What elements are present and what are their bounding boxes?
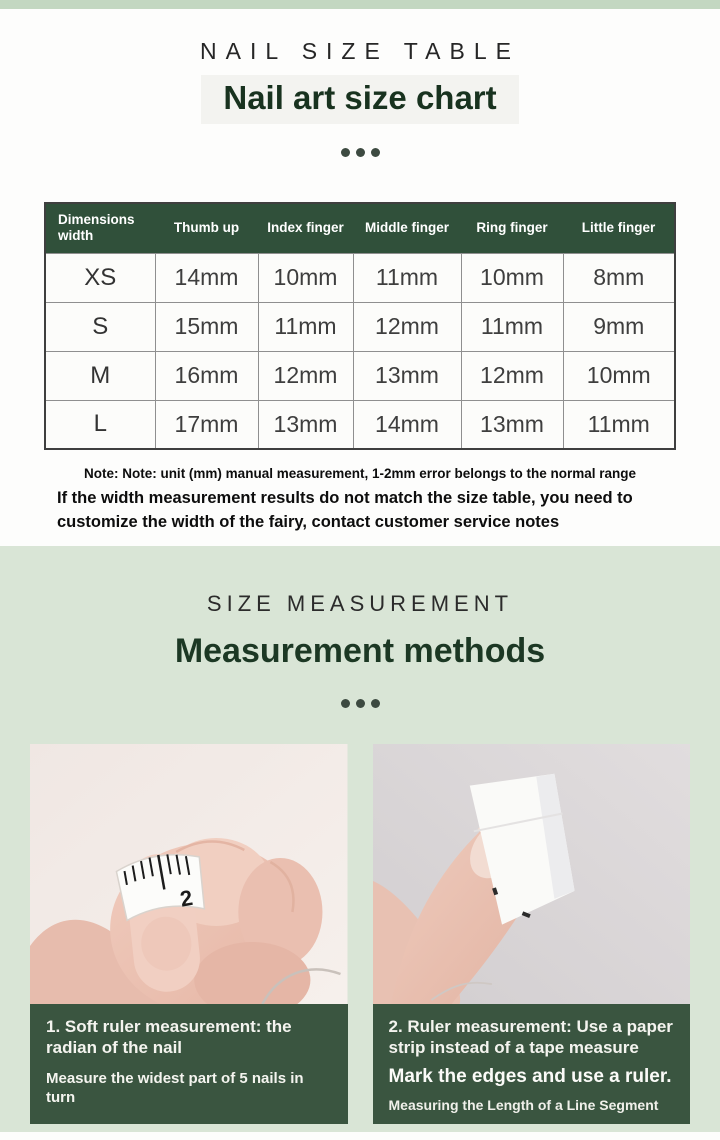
top-accent-strip xyxy=(0,0,720,9)
method-2-title: 2. Ruler measurement: Use a paper strip instead of a tape measure xyxy=(388,1017,673,1057)
method-1-title: 1. Soft ruler measurement: the radian of the nail xyxy=(46,1017,292,1057)
size-cell: 12mm xyxy=(461,351,563,400)
size-cell: 11mm xyxy=(461,302,563,351)
dot-icon xyxy=(371,699,380,708)
paper-strip-photo xyxy=(373,744,691,1004)
size-cell: 10mm xyxy=(461,253,563,302)
size-cell: 11mm xyxy=(563,400,675,449)
method-2-card xyxy=(373,744,691,1124)
size-cell: 14mm xyxy=(155,253,258,302)
size-label: S xyxy=(45,302,155,351)
section-divider-dots xyxy=(0,148,720,157)
method-1-caption xyxy=(30,1004,348,1124)
dot-icon xyxy=(341,699,350,708)
measurement-section xyxy=(0,546,720,1132)
size-cell: 11mm xyxy=(353,253,461,302)
col-header-thumb: Thumb up xyxy=(155,203,258,253)
size-cell: 12mm xyxy=(353,302,461,351)
dot-icon xyxy=(356,148,365,157)
table-row xyxy=(45,351,675,400)
size-cell: 13mm xyxy=(461,400,563,449)
section-eyebrow: NAIL SIZE TABLE xyxy=(200,38,520,64)
col-header-ring: Ring finger xyxy=(461,203,563,253)
method-2-note: Measuring the Length of a Line Segment xyxy=(388,1097,659,1113)
size-label: M xyxy=(45,351,155,400)
ruler-digit: 2 xyxy=(178,884,195,912)
measurement-eyebrow: SIZE MEASUREMENT xyxy=(206,591,514,616)
dot-icon xyxy=(371,148,380,157)
page-title-wrap xyxy=(0,75,720,124)
size-cell: 15mm xyxy=(155,302,258,351)
size-cell: 10mm xyxy=(258,253,353,302)
col-header-middle: Middle finger xyxy=(353,203,461,253)
size-cell: 17mm xyxy=(155,400,258,449)
size-cell: 10mm xyxy=(563,351,675,400)
size-label: L xyxy=(45,400,155,449)
method-2-subtitle: Mark the edges and use a ruler. xyxy=(388,1066,672,1087)
size-cell: 9mm xyxy=(563,302,675,351)
dot-icon xyxy=(356,699,365,708)
col-header-little: Little finger xyxy=(563,203,675,253)
size-cell: 11mm xyxy=(258,302,353,351)
method-1-card xyxy=(30,744,348,1124)
soft-ruler-photo xyxy=(30,744,348,1004)
section-divider-dots xyxy=(0,699,720,708)
measurement-title: Measurement methods xyxy=(174,632,546,670)
col-header-index: Index finger xyxy=(258,203,353,253)
size-cell: 13mm xyxy=(353,351,461,400)
method-1-subtitle: Measure the widest part of 5 nails in turn xyxy=(46,1070,304,1106)
table-row xyxy=(45,253,675,302)
size-cell: 12mm xyxy=(258,351,353,400)
unit-note: Note: Note: unit (mm) manual measurement, 1-2mm error belongs to the normal range xyxy=(83,466,637,481)
col-header-dimensions: Dimensions width xyxy=(45,203,155,253)
table-header-row xyxy=(45,203,675,253)
size-cell: 14mm xyxy=(353,400,461,449)
nail-size-table xyxy=(44,202,676,450)
size-cell: 16mm xyxy=(155,351,258,400)
table-row xyxy=(45,302,675,351)
method-2-caption xyxy=(373,1004,691,1124)
size-chart-section xyxy=(0,9,720,534)
method-photos-row xyxy=(0,744,720,1124)
customize-note: If the width measurement results do not match the size table, you need to customize the width of the fairy, contact customer service notes xyxy=(57,489,633,531)
page-title: Nail art size chart xyxy=(201,75,518,124)
table-row xyxy=(45,400,675,449)
dot-icon xyxy=(341,148,350,157)
size-cell: 13mm xyxy=(258,400,353,449)
size-cell: 8mm xyxy=(563,253,675,302)
size-label: XS xyxy=(45,253,155,302)
